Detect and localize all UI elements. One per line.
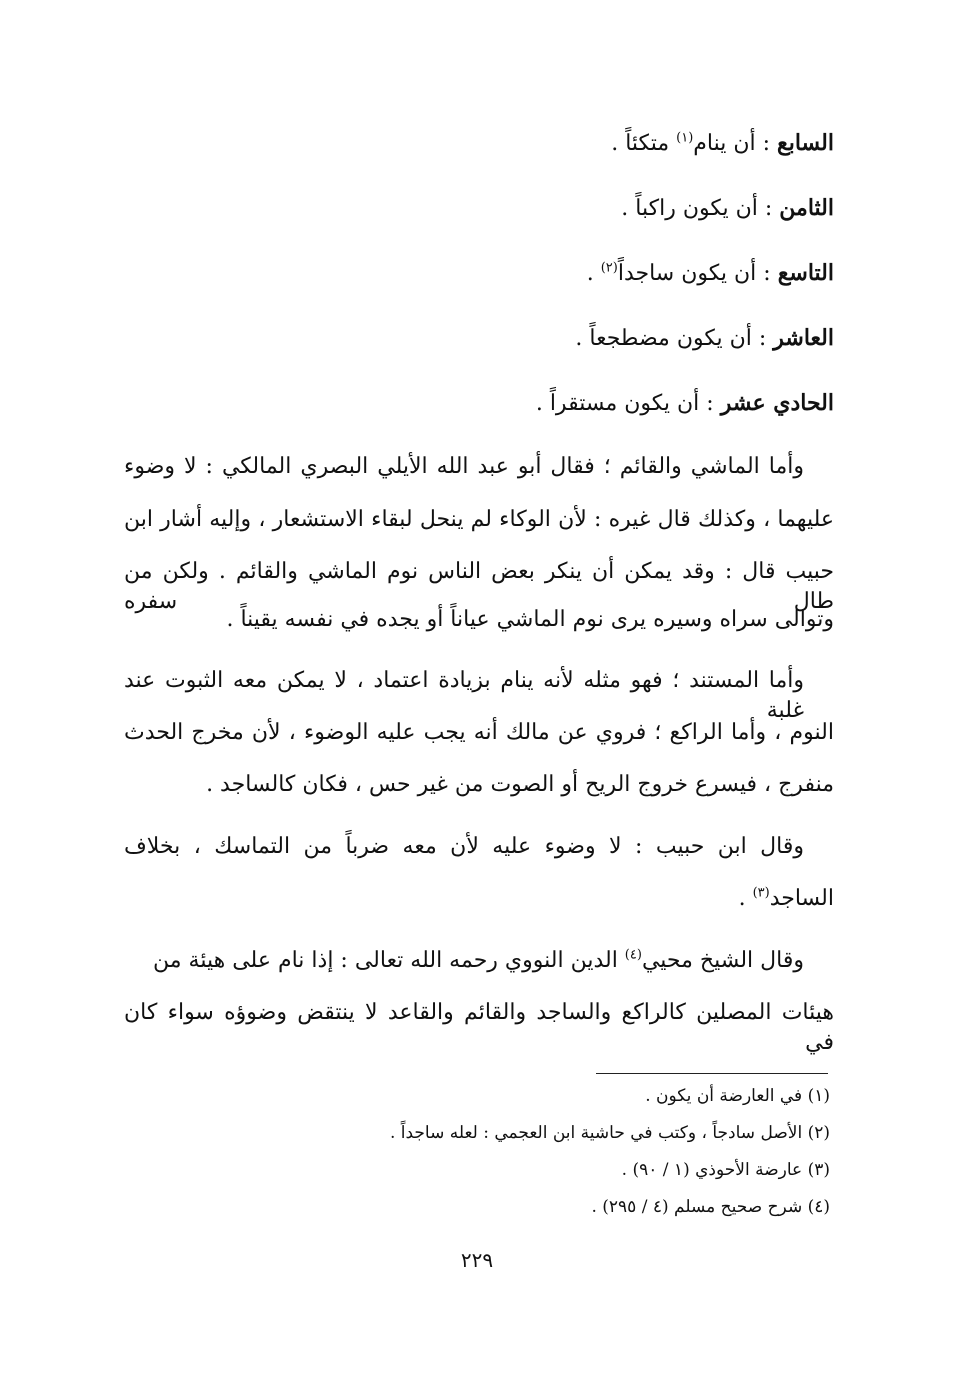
list-item-11: الحادي عشر : أن يكون مستقراً . [535,390,834,416]
list-item-7: السابع : أن ينام$^{(١)}$ متكئاً . [611,130,834,156]
paragraph-4-line: وقال الشيخ محيي$^{(٤)}$ الدين النووي رحمه الله تعالى : إذا نام على هيئة من [153,947,804,973]
footnote-ref: (١) [676,130,694,146]
list-label: الحادي عشر [720,390,834,416]
footnote-1: (١) في العارضة أن يكون . [645,1086,830,1106]
list-item-9: التاسع : أن يكون ساجداً$^{(٢)}$ . [586,260,834,286]
footnote-ref: (٢) [600,260,618,276]
paragraph-4-line: هيئات المصلين كالراكع والساجد والقائم والقاعد لا ينتقض وضوؤه سواء كان في [124,1000,834,1055]
list-item-8: الثامن : أن يكون راكباً . [621,195,834,221]
paragraph-1-line: وأما الماشي والقائم ؛ فقال أبو عبد الله الأيلي البصري المالكي : لا وضوء [124,454,804,479]
list-label: العاشر [773,325,834,351]
footnote-3: (٣) عارضة الأحوذي (١ / ٩٠) . [621,1160,830,1180]
paragraph-3-line: الساجد$^{(٣)}$ . [738,885,834,911]
paragraph-1-line: وتوالى سراه وسيره يرى نوم الماشي عياناً أو يجده في نفسه يقيناً . [226,607,834,632]
paragraph-3-line: وقال ابن حبيب : لا وضوء عليه لأن معه ضرباً من التماسك ، بخلاف [124,834,804,859]
paragraph-2-line: النوم ، وأما الراكع ؛ فروي عن مالك أنه يجب عليه الوضوء ، لأن مخرج الحدث [124,720,834,745]
paragraph-1-line: عليهما ، وكذلك قال غيره : لأن الوكاء لم ينحل لبقاء الاستشعار ، وإليه أشار ابن [124,507,834,532]
paragraph-2-line: وأما المستند ؛ فهو مثله لأنه ينام بزيادة اعتماد ، لا يمكن معه الثبوت عند غلبة [124,668,804,723]
list-label: التاسع [777,260,834,286]
footnote-separator [596,1073,828,1074]
paragraph-1-line: حبيب قال : وقد يمكن أن ينكر بعض الناس نوم الماشي والقائم . ولكن من طال سفره [124,559,834,614]
paragraph-2-line: منفرج ، فيسرع خروج الريح أو الصوت من غير حس ، فكان كالساجد . [206,772,834,797]
footnote-4: (٤) شرح صحيح مسلم (٤ / ٢٩٥) . [591,1197,830,1217]
list-label: السابع [777,130,834,156]
footnote-ref: (٣) [752,885,770,901]
list-label: الثامن [779,195,834,221]
footnote-2: (٢) الأصل سادجاً ، وكتب في حاشية ابن العجمي : لعله ساجداً . [389,1123,830,1143]
page-number: ٢٢٩ [460,1248,494,1272]
footnote-ref: (٤) [624,947,642,963]
list-item-10: العاشر : أن يكون مضطجعاً . [575,325,834,351]
